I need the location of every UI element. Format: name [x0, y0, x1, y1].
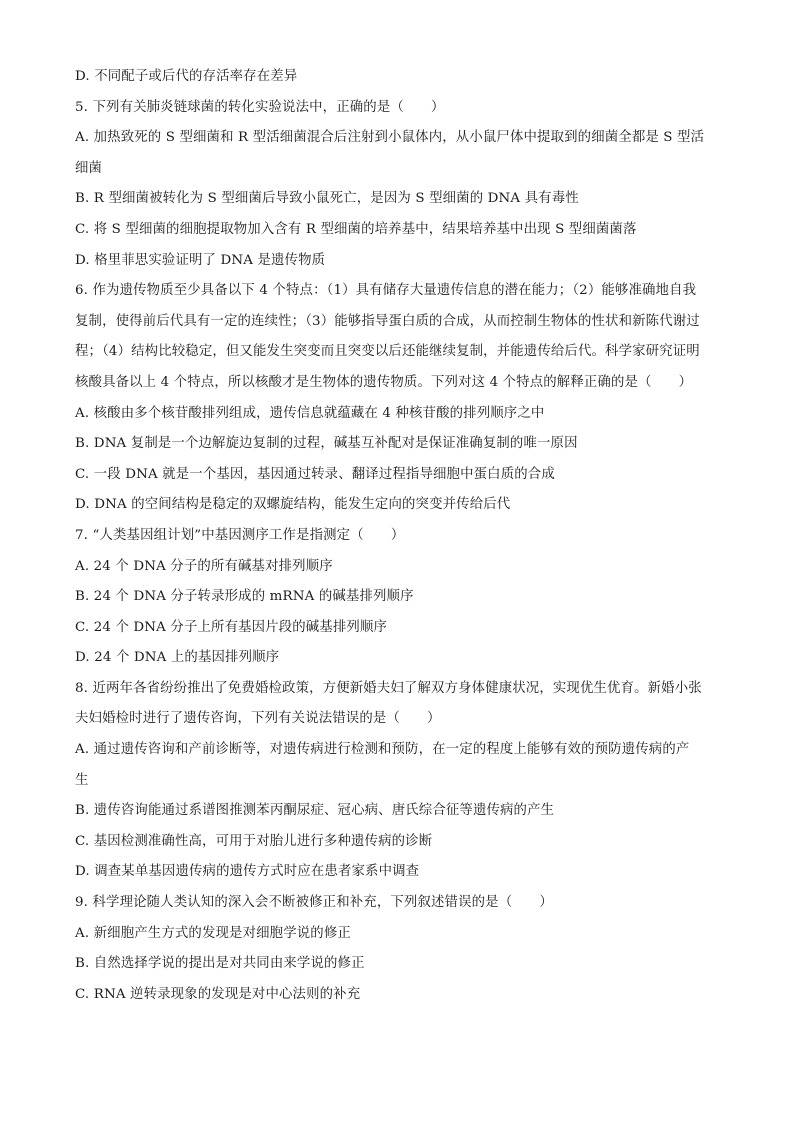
q5-option-c: C. 将 S 型细菌的细胞提取物加入含有 R 型细菌的培养基中，结果培养基中出现 S 型细菌菌落	[75, 221, 637, 237]
q7-option-c: C. 24 个 DNA 分子上所有基因片段的碱基排列顺序	[75, 619, 388, 635]
q8-option-a-line2: 生	[75, 772, 89, 788]
q5-option-a-line2: 细菌	[75, 160, 103, 176]
q7-stem: 7. “人类基因组计划”中基因测序工作是指测定（ ）	[75, 527, 405, 543]
q6-option-b: B. DNA 复制是一个边解旋边复制的过程，碱基互补配对是保证准确复制的唯一原因	[75, 436, 578, 452]
q7-option-d: D. 24 个 DNA 上的基因排列顺序	[75, 650, 280, 666]
q8-stem-line2: 夫妇婚检时进行了遗传咨询，下列有关说法错误的是（ ）	[75, 711, 441, 727]
q6-stem-line3: 程；（4）结构比较稳定，但又能发生突变而且突变以后还能继续复制，并能遗传给后代。科学家研究证明	[75, 344, 700, 360]
q7-option-b: B. 24 个 DNA 分子转录形成的 mRNA 的碱基排列顺序	[75, 589, 414, 605]
q6-stem-line1: 6. 作为遗传物质至少具备以下 4 个特点：（1）具有储存大量遗传信息的潜在能力；（2）能够准确地自我	[75, 283, 697, 299]
q6-option-c: C. 一段 DNA 就是一个基因，基因通过转录、翻译过程指导细胞中蛋白质的合成	[75, 466, 555, 482]
q5-option-b: B. R 型细菌被转化为 S 型细菌后导致小鼠死亡，是因为 S 型细菌的 DNA 具有毒性	[75, 191, 579, 207]
q9-option-c: C. RNA 逆转录现象的发现是对中心法则的补充	[75, 986, 361, 1002]
q6-stem-line4: 核酸具备以上 4 个特点，所以核酸才是生物体的遗传物质。下列对这 4 个特点的解释正确的是（ ）	[75, 374, 693, 390]
q4-option-d: D. 不同配子或后代的存活率存在差异	[75, 69, 298, 84]
q9-option-a: A. 新细胞产生方式的发现是对细胞学说的修正	[75, 925, 351, 941]
q6-option-d: D. DNA 的空间结构是稳定的双螺旋结构，能发生定向的突变并传给后代	[75, 497, 511, 513]
q8-stem-line1: 8. 近两年各省纷纷推出了免费婚检政策，方便新婚夫妇了解双方身体健康状况，实现优生优育。新婚小张	[75, 680, 702, 696]
q7-option-a: A. 24 个 DNA 分子的所有碱基对排列顺序	[75, 558, 333, 574]
q9-stem: 9. 科学理论随人类认知的深入会不断被修正和补充，下列叙述错误的是（ ）	[75, 895, 553, 911]
q8-option-d: D. 调查某单基因遗传病的遗传方式时应在患者家系中调查	[75, 864, 420, 880]
q6-option-a: A. 核酸由多个核苷酸排列组成，遗传信息就蕴藏在 4 种核苷酸的排列顺序之中	[75, 405, 545, 421]
q5-option-d: D. 格里菲思实验证明了 DNA 是遗传物质	[75, 252, 326, 268]
q8-option-a-line1: A. 通过遗传咨询和产前诊断等，对遗传病进行检测和预防，在一定的程度上能够有效的预防遗传病的产	[75, 742, 690, 758]
q5-option-a-line1: A. 加热致死的 S 型细菌和 R 型活细菌混合后注射到小鼠体内，从小鼠尸体中提取到的细菌全都是 S 型活	[75, 130, 705, 146]
q5-stem: 5. 下列有关肺炎链球菌的转化实验说法中，正确的是（ ）	[75, 99, 445, 115]
q8-option-b: B. 遗传咨询能通过系谱图推测苯丙酮尿症、冠心病、唐氏综合征等遗传病的产生	[75, 803, 555, 819]
q8-option-c: C. 基因检测准确性高，可用于对胎儿进行多种遗传病的诊断	[75, 833, 433, 849]
q6-stem-line2: 复制，使得前后代具有一定的连续性；（3）能够指导蛋白质的合成，从而控制生物体的性状和新陈代谢过	[75, 313, 700, 329]
document-page	[75, 62, 725, 1010]
q9-option-b: B. 自然选择学说的提出是对共同由来学说的修正	[75, 956, 365, 972]
